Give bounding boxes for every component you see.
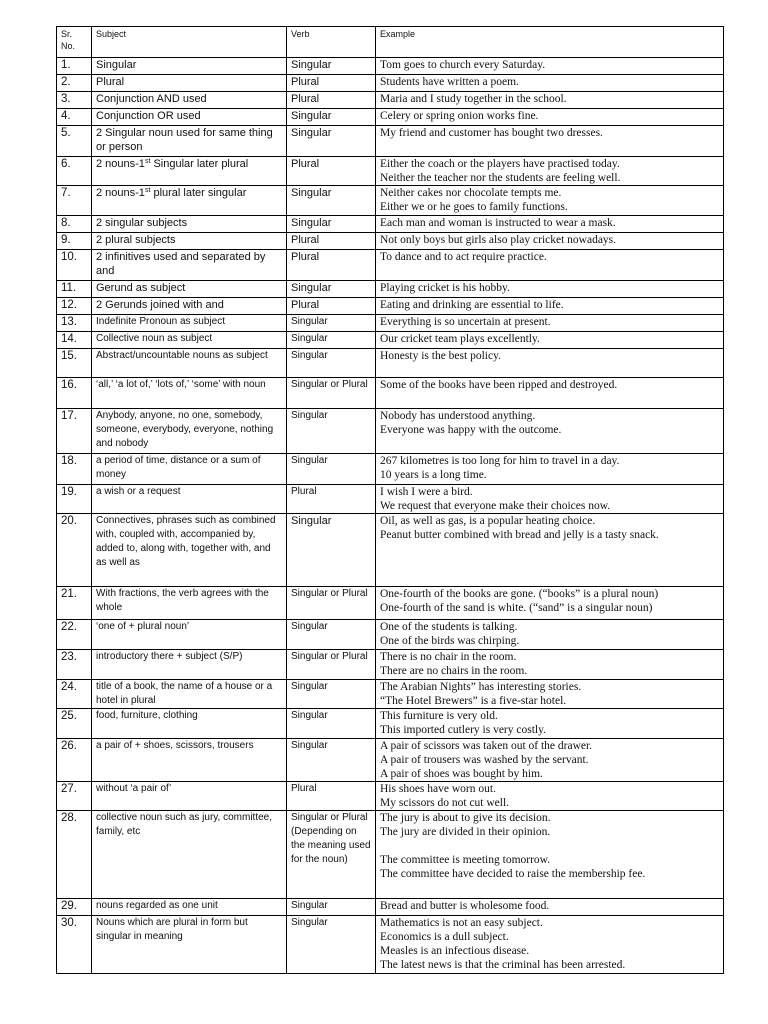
- example-line: The jury is about to give its decision.: [380, 812, 551, 824]
- example-line: Neither the teacher nor the students are feeling well.: [380, 172, 621, 184]
- subject-text: Singular later plural: [150, 158, 249, 170]
- verb-cell: Singular: [287, 109, 376, 126]
- sr-cell: 24.: [57, 680, 92, 709]
- example-line: Either we or he goes to family functions.: [380, 201, 568, 213]
- subject-cell: 2 infinitives used and separated by and: [92, 250, 287, 281]
- table-row: [57, 650, 724, 680]
- verb-cell: Plural: [287, 233, 376, 250]
- subject-cell: Plural: [92, 75, 287, 92]
- example-line: We request that everyone make their choices now.: [380, 500, 611, 512]
- sr-cell: 5.: [57, 126, 92, 157]
- example-cell: [376, 349, 724, 378]
- example-cell: [376, 620, 724, 650]
- table-row: [57, 349, 724, 378]
- subject-cell: Conjunction OR used: [92, 109, 287, 126]
- verb-cell: Singular: [287, 315, 376, 332]
- sr-cell: 1.: [57, 58, 92, 75]
- table-row: [57, 58, 724, 75]
- subject-text: plural later singular: [150, 187, 247, 199]
- example-line: Tom goes to church every Saturday.: [380, 59, 546, 71]
- table-row: [57, 454, 724, 485]
- example-line: One-fourth of the books are gone. (“books” is a plural noun): [380, 588, 659, 600]
- sr-cell: 11.: [57, 281, 92, 298]
- example-cell: [376, 514, 724, 587]
- table-row: [57, 782, 724, 811]
- subject-cell: a pair of + shoes, scissors, trousers: [92, 739, 287, 782]
- table-row: [57, 485, 724, 514]
- table-row: [57, 75, 724, 92]
- example-cell: [376, 916, 724, 974]
- sr-cell: 13.: [57, 315, 92, 332]
- sr-cell: 18.: [57, 454, 92, 485]
- sr-cell: 26.: [57, 739, 92, 782]
- example-cell: [376, 126, 724, 157]
- subject-cell: Gerund as subject: [92, 281, 287, 298]
- subject-cell: 2 plural subjects: [92, 233, 287, 250]
- example-cell: [376, 281, 724, 298]
- example-cell: [376, 485, 724, 514]
- example-line: The Arabian Nights” has interesting stories.: [380, 681, 582, 693]
- table-row: [57, 92, 724, 109]
- subject-cell: title of a book, the name of a house or a hotel in plural: [92, 680, 287, 709]
- example-cell: [376, 650, 724, 680]
- example-cell: [376, 709, 724, 739]
- subject-cell: Singular: [92, 58, 287, 75]
- example-line: 10 years is a long time.: [380, 469, 487, 481]
- example-line: The jury are divided in their opinion.: [380, 826, 551, 838]
- sr-cell: 21.: [57, 587, 92, 620]
- example-line: Neither cakes nor chocolate tempts me.: [380, 187, 562, 199]
- subject-cell: introductory there + subject (S/P): [92, 650, 287, 680]
- subject-cell: Conjunction AND used: [92, 92, 287, 109]
- example-cell: [376, 186, 724, 216]
- verb-cell: Singular: [287, 680, 376, 709]
- example-line: Everyone was happy with the outcome.: [380, 424, 562, 436]
- example-line: Students have written a poem.: [380, 76, 519, 88]
- subject-cell: 2 Gerunds joined with and: [92, 298, 287, 315]
- sr-cell: 20.: [57, 514, 92, 587]
- verb-cell: Singular: [287, 349, 376, 378]
- example-line: Economics is a dull subject.: [380, 931, 509, 943]
- table-row: [57, 709, 724, 739]
- table-row: [57, 332, 724, 349]
- example-cell: [376, 315, 724, 332]
- sr-cell: 23.: [57, 650, 92, 680]
- header-row: [57, 27, 724, 58]
- verb-cell: Singular: [287, 620, 376, 650]
- subject-cell: collective noun such as jury, committee, family, etc: [92, 811, 287, 899]
- example-line: Oil, as well as gas, is a popular heating choice.: [380, 515, 596, 527]
- verb-cell: Singular: [287, 916, 376, 974]
- subject-cell: Indefinite Pronoun as subject: [92, 315, 287, 332]
- verb-cell: Singular: [287, 454, 376, 485]
- example-line: “The Hotel Brewers” is a five-star hotel.: [380, 695, 567, 707]
- verb-cell: Plural: [287, 485, 376, 514]
- sr-cell: 12.: [57, 298, 92, 315]
- example-line: My friend and customer has bought two dresses.: [380, 127, 603, 139]
- table-row: [57, 233, 724, 250]
- example-cell: [376, 409, 724, 454]
- verb-cell: Plural: [287, 157, 376, 186]
- sr-cell: 22.: [57, 620, 92, 650]
- example-line: The latest news is that the criminal has been arrested.: [380, 959, 626, 971]
- example-line: His shoes have worn out.: [380, 783, 496, 795]
- subject-cell: Nouns which are plural in form but singular in meaning: [92, 916, 287, 974]
- example-cell: [376, 587, 724, 620]
- example-line: Maria and I study together in the school.: [380, 93, 567, 105]
- table-row: [57, 587, 724, 620]
- sr-cell: 15.: [57, 349, 92, 378]
- example-line: One of the students is talking.: [380, 621, 518, 633]
- table-row: [57, 281, 724, 298]
- example-line: The committee have decided to raise the membership fee.: [380, 868, 646, 880]
- example-line: Mathematics is not an easy subject.: [380, 917, 543, 929]
- table-row: [57, 378, 724, 409]
- verb-cell: Singular or Plural: [287, 587, 376, 620]
- example-line: Either the coach or the players have practised today.: [380, 158, 620, 170]
- table-row: [57, 620, 724, 650]
- subject-text: 2 nouns-1: [96, 187, 145, 199]
- subject-cell: ‘all,’ ‘a lot of,’ ‘lots of,’ ‘some’ with noun: [92, 378, 287, 409]
- verb-cell: Singular or Plural: [287, 378, 376, 409]
- table-row: [57, 315, 724, 332]
- example-line: Celery or spring onion works fine.: [380, 110, 539, 122]
- table-row: [57, 916, 724, 974]
- table-row: [57, 739, 724, 782]
- verb-cell: Plural: [287, 298, 376, 315]
- sr-cell: 10.: [57, 250, 92, 281]
- verb-cell: Singular: [287, 281, 376, 298]
- example-cell: [376, 680, 724, 709]
- verb-cell: Singular: [287, 58, 376, 75]
- subject-cell: a wish or a request: [92, 485, 287, 514]
- subject-cell: [92, 186, 287, 216]
- example-line: Not only boys but girls also play cricket nowadays.: [380, 234, 617, 246]
- verb-cell: Singular: [287, 332, 376, 349]
- example-line: One of the birds was chirping.: [380, 635, 520, 647]
- example-line: Playing cricket is his hobby.: [380, 282, 510, 294]
- verb-cell: Singular: [287, 216, 376, 233]
- example-cell: [376, 739, 724, 782]
- verb-cell: Singular: [287, 709, 376, 739]
- example-line: There is no chair in the room.: [380, 651, 517, 663]
- subject-cell: nouns regarded as one unit: [92, 899, 287, 916]
- sr-cell: 19.: [57, 485, 92, 514]
- example-line: A pair of trousers was washed by the servant.: [380, 754, 589, 766]
- example-cell: [376, 109, 724, 126]
- example-cell: [376, 811, 724, 899]
- table-row: [57, 126, 724, 157]
- sr-cell: 2.: [57, 75, 92, 92]
- example-line: This furniture is very old.: [380, 710, 498, 722]
- example-line: This imported cutlery is very costly.: [380, 724, 546, 736]
- verb-cell: Plural: [287, 75, 376, 92]
- ordinal-suffix: st: [144, 158, 151, 165]
- sr-cell: 7.: [57, 186, 92, 216]
- sr-cell: 4.: [57, 109, 92, 126]
- example-cell: [376, 332, 724, 349]
- subject-cell: without ‘a pair of’: [92, 782, 287, 811]
- example-line: 267 kilometres is too long for him to travel in a day.: [380, 455, 620, 467]
- table-row: [57, 216, 724, 233]
- example-line: Honesty is the best policy.: [380, 350, 501, 362]
- example-line: My scissors do not cut well.: [380, 797, 510, 809]
- verb-cell: Plural: [287, 782, 376, 811]
- sr-cell: 14.: [57, 332, 92, 349]
- example-cell: [376, 899, 724, 916]
- example-line: To dance and to act require practice.: [380, 251, 547, 263]
- example-cell: [376, 298, 724, 315]
- example-gap: [380, 839, 720, 853]
- subject-cell: Collective noun as subject: [92, 332, 287, 349]
- table-row: [57, 899, 724, 916]
- verb-cell: Singular: [287, 514, 376, 587]
- ordinal-suffix: st: [144, 187, 151, 194]
- sr-cell: 29.: [57, 899, 92, 916]
- header-example: Example: [376, 27, 724, 58]
- example-line: Nobody has understood anything.: [380, 410, 536, 422]
- example-line: Peanut butter combined with bread and jelly is a tasty snack.: [380, 529, 659, 541]
- subject-cell: Anybody, anyone, no one, somebody, someone, everybody, everyone, nothing and nobody: [92, 409, 287, 454]
- example-line: There are no chairs in the room.: [380, 665, 528, 677]
- sr-cell: 6.: [57, 157, 92, 186]
- example-line: A pair of scissors was taken out of the drawer.: [380, 740, 593, 752]
- example-cell: [376, 782, 724, 811]
- example-line: Each man and woman is instructed to wear a mask.: [380, 217, 616, 229]
- grammar-table: [56, 26, 724, 974]
- subject-cell: food, furniture, clothing: [92, 709, 287, 739]
- example-cell: [376, 157, 724, 186]
- table-body: [57, 58, 724, 974]
- table-row: [57, 514, 724, 587]
- verb-cell: Singular or Plural: [287, 650, 376, 680]
- subject-cell: 2 Singular noun used for same thing or person: [92, 126, 287, 157]
- example-line: Everything is so uncertain at present.: [380, 316, 551, 328]
- subject-text: 2 nouns-1: [96, 158, 145, 170]
- table-row: [57, 298, 724, 315]
- sr-cell: 25.: [57, 709, 92, 739]
- verb-cell: Singular: [287, 186, 376, 216]
- verb-cell: Singular or Plural (Depending on the meaning used for the noun): [287, 811, 376, 899]
- verb-cell: Singular: [287, 739, 376, 782]
- example-cell: [376, 378, 724, 409]
- example-line: One-fourth of the sand is white. (“sand” is a singular noun): [380, 602, 653, 614]
- table-row: [57, 186, 724, 216]
- subject-cell: [92, 157, 287, 186]
- sr-cell: 30.: [57, 916, 92, 974]
- header-verb: Verb: [287, 27, 376, 58]
- example-line: I wish I were a bird.: [380, 486, 473, 498]
- verb-cell: Plural: [287, 92, 376, 109]
- sr-cell: 28.: [57, 811, 92, 899]
- subject-cell: ‘one of + plural noun’: [92, 620, 287, 650]
- table-row: [57, 109, 724, 126]
- example-line: Our cricket team plays excellently.: [380, 333, 540, 345]
- sr-cell: 3.: [57, 92, 92, 109]
- verb-cell: Singular: [287, 409, 376, 454]
- sr-cell: 8.: [57, 216, 92, 233]
- subject-cell: 2 singular subjects: [92, 216, 287, 233]
- table-row: [57, 157, 724, 186]
- table-row: [57, 680, 724, 709]
- example-cell: [376, 233, 724, 250]
- subject-cell: a period of time, distance or a sum of money: [92, 454, 287, 485]
- sr-cell: 16.: [57, 378, 92, 409]
- subject-cell: Connectives, phrases such as combined with, coupled with, accompanied by, added to, along with, together with, and as well as: [92, 514, 287, 587]
- example-cell: [376, 75, 724, 92]
- example-line: A pair of shoes was bought by him.: [380, 768, 543, 780]
- subject-cell: Abstract/uncountable nouns as subject: [92, 349, 287, 378]
- sr-cell: 27.: [57, 782, 92, 811]
- verb-cell: Singular: [287, 126, 376, 157]
- example-line: Some of the books have been ripped and destroyed.: [380, 379, 618, 391]
- header-subject: Subject: [92, 27, 287, 58]
- table-row: [57, 250, 724, 281]
- table-row: [57, 811, 724, 899]
- example-line: The committee is meeting tomorrow.: [380, 854, 551, 866]
- table-row: [57, 409, 724, 454]
- verb-cell: Plural: [287, 250, 376, 281]
- example-cell: [376, 250, 724, 281]
- sr-cell: 17.: [57, 409, 92, 454]
- example-cell: [376, 216, 724, 233]
- subject-cell: With fractions, the verb agrees with the whole: [92, 587, 287, 620]
- sr-cell: 9.: [57, 233, 92, 250]
- header-sr: Sr. No.: [57, 27, 92, 58]
- example-cell: [376, 92, 724, 109]
- example-line: Measles is an infectious disease.: [380, 945, 530, 957]
- example-line: Eating and drinking are essential to life.: [380, 299, 564, 311]
- verb-cell: Singular: [287, 899, 376, 916]
- example-cell: [376, 454, 724, 485]
- example-line: Bread and butter is wholesome food.: [380, 900, 550, 912]
- example-cell: [376, 58, 724, 75]
